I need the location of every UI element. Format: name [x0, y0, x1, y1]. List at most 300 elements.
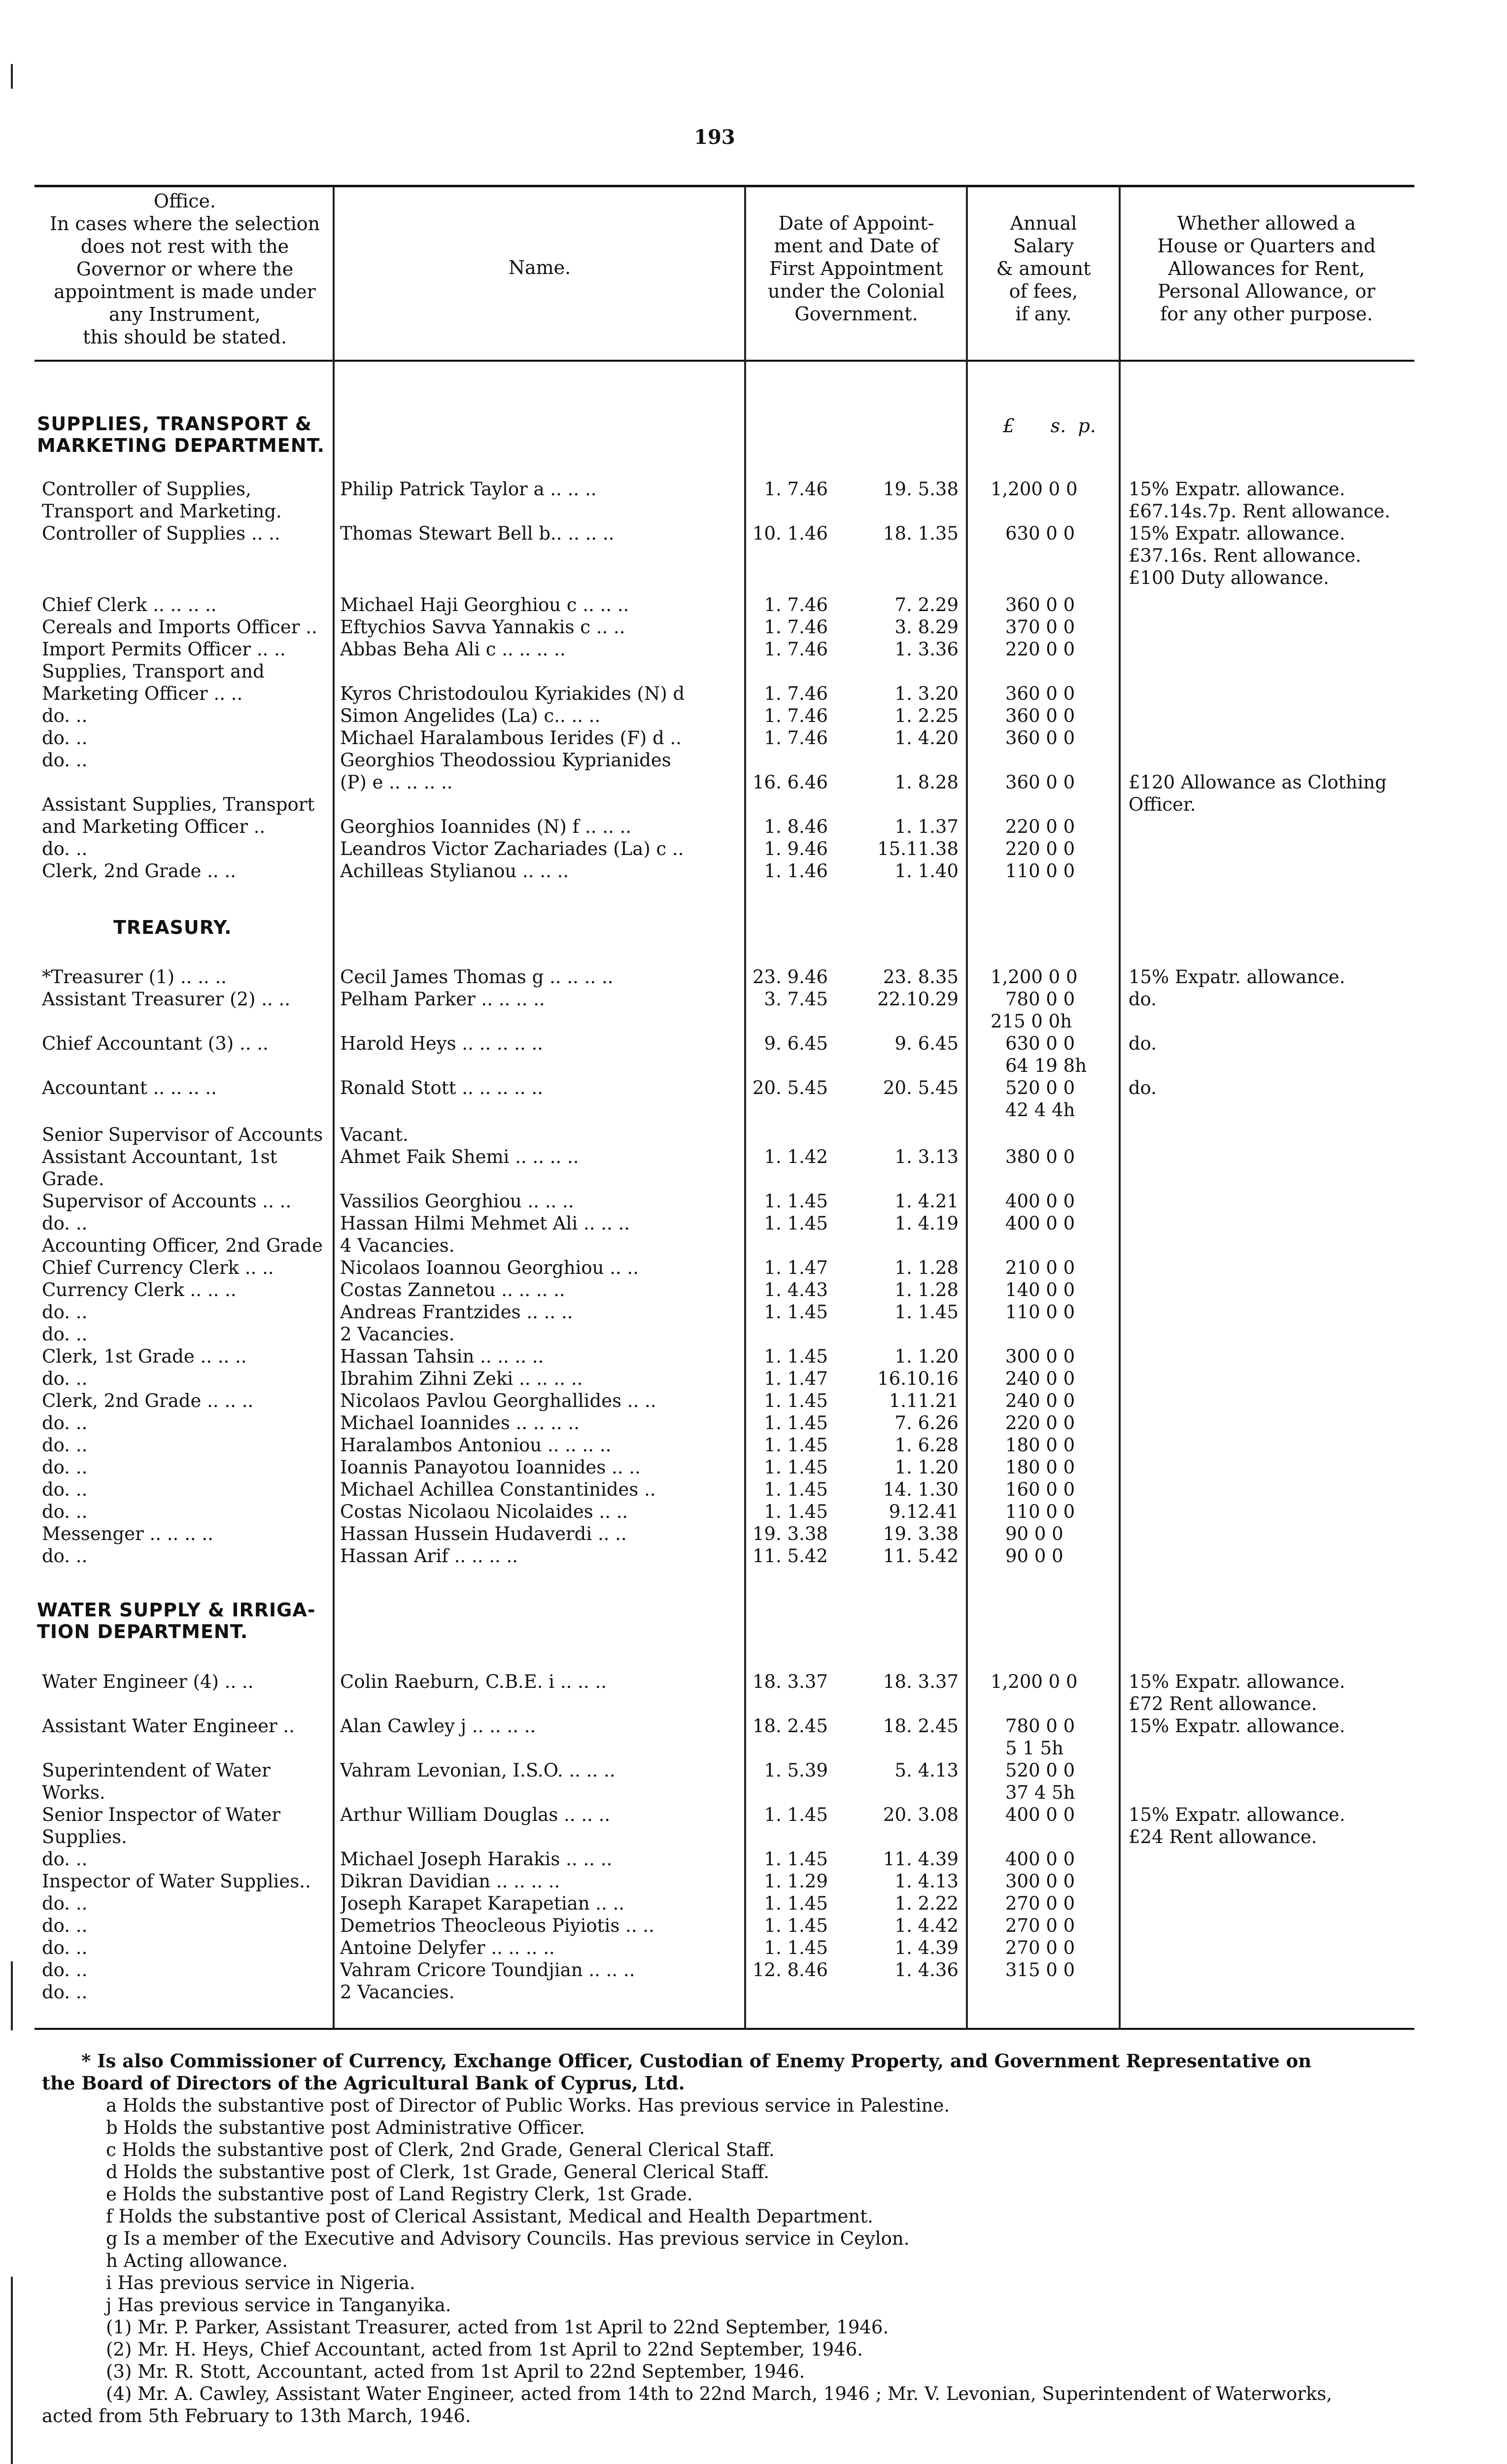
- cell-salary: 780 0 0: [1005, 989, 1075, 1010]
- cell-name: Joseph Karapet Karapetian .. ..: [340, 1893, 625, 1914]
- cell-name: Ahmet Faik Shemi .. .. .. ..: [340, 1146, 579, 1167]
- cell-name: (P) e .. .. .. ..: [340, 772, 453, 793]
- cell-appt: 1. 1.45: [764, 1501, 828, 1522]
- cell-first: 1. 3.36: [894, 639, 959, 660]
- table-row: [0, 567, 1507, 589]
- cell-appt: 1. 1.42: [764, 1146, 828, 1167]
- margin-mark: [11, 64, 13, 89]
- table-row: [0, 1077, 1507, 1099]
- cell-appt: 1. 7.46: [764, 594, 828, 616]
- footnote: a Holds the substantive post of Director of Public Works. Has previous service in Palestine.: [106, 2095, 950, 2116]
- table-row: [0, 1146, 1507, 1168]
- table-row: [0, 1892, 1507, 1915]
- cell-name: Achilleas Stylianou .. .. ..: [340, 860, 569, 882]
- footnote: h Acting allowance.: [106, 2250, 288, 2271]
- cell-salary: 270 0 0: [1005, 1893, 1075, 1914]
- cell-allow: 15% Expatr. allowance.: [1129, 479, 1345, 500]
- cell-first: 3. 8.29: [894, 616, 959, 638]
- cell-allow: £24 Rent allowance.: [1129, 1826, 1317, 1848]
- table-row: [0, 478, 1507, 501]
- cell-salary: 380 0 0: [1005, 1146, 1075, 1167]
- cell-appt: 19. 3.38: [753, 1523, 828, 1544]
- cell-office: Senior Inspector of Water: [42, 1804, 281, 1825]
- cell-office: do. ..: [42, 1412, 88, 1434]
- cell-first: 1. 3.20: [894, 683, 959, 704]
- cell-appt: 18. 3.37: [753, 1671, 828, 1692]
- cell-name: Costas Zannetou .. .. .. ..: [340, 1279, 565, 1300]
- cell-salary: 64 19 8h: [1005, 1055, 1087, 1076]
- cell-first: 1. 1.20: [894, 1457, 959, 1478]
- cell-appt: 1. 1.46: [764, 860, 828, 882]
- cell-first: 1. 4.42: [894, 1915, 959, 1936]
- cell-salary: 220 0 0: [1005, 639, 1075, 660]
- cell-salary: 360 0 0: [1005, 705, 1075, 726]
- cell-salary: 400 0 0: [1005, 1213, 1075, 1234]
- cell-salary: 240 0 0: [1005, 1368, 1075, 1389]
- footnote: g Is a member of the Executive and Advisory Councils. Has previous service in Ceylon.: [106, 2228, 910, 2249]
- cell-appt: 1. 1.45: [764, 1301, 828, 1323]
- cell-allow: 15% Expatr. allowance.: [1129, 1671, 1345, 1692]
- cell-name: Antoine Delyfer .. .. .. ..: [340, 1937, 555, 1958]
- cell-salary: 300 0 0: [1005, 1346, 1075, 1367]
- cell-first: 11. 4.39: [883, 1848, 959, 1870]
- cell-name: Hassan Hilmi Mehmet Ali .. .. ..: [340, 1213, 630, 1234]
- cell-first: 7. 2.29: [894, 594, 959, 616]
- cell-office: do. ..: [42, 1915, 88, 1936]
- table-row: [0, 1915, 1507, 1937]
- section-treasury: TREASURY.: [113, 917, 232, 938]
- cell-office: Messenger .. .. .. ..: [42, 1523, 213, 1544]
- cell-appt: 1. 1.47: [764, 1368, 828, 1389]
- cell-name: 2 Vacancies.: [340, 1982, 455, 2003]
- footnote: acted from 5th February to 13th March, 1946.: [42, 2405, 471, 2427]
- cell-name: Pelham Parker .. .. .. ..: [340, 989, 545, 1010]
- cell-office: do. ..: [42, 705, 88, 726]
- cell-first: 1. 2.22: [894, 1893, 959, 1914]
- cell-name: Hassan Tahsin .. .. .. ..: [340, 1346, 544, 1367]
- cell-name: 2 Vacancies.: [340, 1324, 455, 1345]
- cell-salary: 360 0 0: [1005, 683, 1075, 704]
- cell-name: Philip Patrick Taylor a .. .. ..: [340, 479, 597, 500]
- cell-first: 18. 2.45: [883, 1715, 959, 1737]
- table-row: [0, 1715, 1507, 1738]
- table-row: [0, 1323, 1507, 1346]
- table-row: [0, 1257, 1507, 1279]
- footnote: (2) Mr. H. Heys, Chief Accountant, acted from 1st April to 22nd September, 1946.: [106, 2339, 863, 2360]
- table-row: [0, 1693, 1507, 1715]
- cell-name: Michael Haji Georghiou c .. .. ..: [340, 594, 629, 616]
- cell-office: Marketing Officer .. ..: [42, 683, 243, 704]
- cell-salary: 110 0 0: [1005, 1501, 1075, 1522]
- table-row: [0, 1124, 1507, 1146]
- header-name: Name.: [508, 257, 571, 278]
- cell-salary: 180 0 0: [1005, 1457, 1075, 1478]
- cell-name: Vahram Levonian, I.S.O. .. .. ..: [340, 1760, 616, 1781]
- cell-salary: 630 0 0: [1005, 523, 1075, 544]
- table-row: [0, 1279, 1507, 1301]
- cell-appt: 10. 1.46: [753, 523, 828, 544]
- cell-allow: do.: [1129, 1033, 1157, 1054]
- cell-name: Leandros Victor Zachariades (La) c ..: [340, 838, 684, 859]
- cell-appt: 1. 4.43: [764, 1279, 828, 1300]
- cell-salary: 220 0 0: [1005, 1412, 1075, 1434]
- table-row: [0, 1412, 1507, 1435]
- cell-allow: £67.14s.7p. Rent allowance.: [1129, 501, 1391, 522]
- cell-office: do. ..: [42, 1324, 88, 1345]
- cell-salary: 360 0 0: [1005, 727, 1075, 749]
- currency-units: £ s. p.: [1003, 415, 1096, 437]
- cell-appt: 1. 1.47: [764, 1257, 828, 1278]
- footnote: e Holds the substantive post of Land Registry Clerk, 1st Grade.: [106, 2184, 693, 2205]
- header-bottom-rule: [34, 360, 1414, 362]
- cell-office: do. ..: [42, 1213, 88, 1234]
- table-row: [0, 1981, 1507, 2004]
- cell-name: Alan Cawley j .. .. .. ..: [340, 1715, 536, 1737]
- table-row: [0, 1501, 1507, 1523]
- cell-name: Hassan Hussein Hudaverdi .. ..: [340, 1523, 627, 1544]
- cell-name: Vassilios Georghiou .. .. ..: [340, 1191, 574, 1212]
- cell-first: 11. 5.42: [883, 1545, 959, 1567]
- table-row: [0, 1737, 1507, 1760]
- cell-salary: 140 0 0: [1005, 1279, 1075, 1300]
- cell-name: Ronald Stott .. .. .. .. ..: [340, 1077, 543, 1098]
- cell-salary: 220 0 0: [1005, 816, 1075, 837]
- table-row: [0, 1937, 1507, 1959]
- table-row: [0, 816, 1507, 838]
- cell-name: Eftychios Savva Yannakis c .. ..: [340, 616, 625, 638]
- cell-first: 9. 6.45: [894, 1033, 959, 1054]
- section-water: WATER SUPPLY & IRRIGA- TION DEPARTMENT.: [37, 1599, 316, 1643]
- table-row: [0, 1390, 1507, 1412]
- cell-first: 1. 1.20: [894, 1346, 959, 1367]
- cell-name: Simon Angelides (La) c.. .. ..: [340, 705, 601, 726]
- table-row: [0, 1434, 1507, 1457]
- cell-office: Supplies.: [42, 1826, 127, 1848]
- cell-appt: 12. 8.46: [753, 1959, 828, 1981]
- cell-appt: 18. 2.45: [753, 1715, 828, 1737]
- cell-appt: 1. 1.45: [764, 1213, 828, 1234]
- cell-salary: 215 0 0h: [991, 1011, 1072, 1032]
- cell-office: Transport and Marketing.: [42, 501, 282, 522]
- table-row: [0, 1456, 1507, 1479]
- table-row: [0, 1345, 1507, 1368]
- footnote: the Board of Directors of the Agricultural Bank of Cyprus, Ltd.: [42, 2072, 685, 2094]
- cell-first: 18. 1.35: [883, 523, 959, 544]
- table-row: [0, 1781, 1507, 1804]
- cell-office: *Treasurer (1) .. .. ..: [42, 966, 227, 988]
- cell-office: do. ..: [42, 1435, 88, 1456]
- cell-office: Accountant .. .. .. ..: [42, 1077, 217, 1098]
- table-row: [0, 1804, 1507, 1826]
- cell-salary: 5 1 5h: [1005, 1738, 1063, 1759]
- table-row: [0, 683, 1507, 705]
- cell-salary: 1,200 0 0: [991, 966, 1078, 988]
- table-row: [0, 793, 1507, 816]
- cell-office: Superintendent of Water: [42, 1760, 271, 1781]
- cell-office: do. ..: [42, 1848, 88, 1870]
- cell-name: Nicolaos Ioannou Georghiou .. ..: [340, 1257, 639, 1278]
- header-office: Office. In cases where the selection does not rest with the Governor or where the appointment is made under any Instrument, this should be stated.: [49, 190, 320, 348]
- cell-office: Grade.: [42, 1168, 104, 1190]
- table-row: [0, 500, 1507, 523]
- table-row: [0, 1671, 1507, 1693]
- cell-appt: 1. 7.46: [764, 727, 828, 749]
- cell-name: Michael Ioannides .. .. .. ..: [340, 1412, 580, 1434]
- cell-salary: 520 0 0: [1005, 1760, 1075, 1781]
- cell-office: do. ..: [42, 1982, 88, 2003]
- table-row: [0, 1826, 1507, 1848]
- table-row: [0, 638, 1507, 661]
- cell-name: Vahram Cricore Toundjian .. .. ..: [340, 1959, 635, 1981]
- cell-office: Supervisor of Accounts .. ..: [42, 1191, 292, 1212]
- cell-appt: 23. 9.46: [753, 966, 828, 988]
- table-row: [0, 988, 1507, 1011]
- cell-office: Clerk, 2nd Grade .. .. ..: [42, 1390, 254, 1411]
- cell-name: Michael Joseph Harakis .. .. ..: [340, 1848, 613, 1870]
- top-rule: [34, 185, 1414, 187]
- cell-salary: 42 4 4h: [1005, 1099, 1075, 1121]
- cell-salary: 780 0 0: [1005, 1715, 1075, 1737]
- cell-appt: 1. 1.45: [764, 1848, 828, 1870]
- table-row: [0, 1190, 1507, 1213]
- cell-name: Vacant.: [340, 1124, 409, 1145]
- cell-allow: do.: [1129, 989, 1157, 1010]
- table-row: [0, 860, 1507, 883]
- cell-appt: 1. 7.46: [764, 705, 828, 726]
- table-row: [0, 1010, 1507, 1033]
- footnote: (4) Mr. A. Cawley, Assistant Water Engineer, acted from 14th to 22nd March, 1946 ; Mr. V. Levonian, Superintendent of Waterworks,: [106, 2383, 1333, 2404]
- cell-appt: 1. 7.46: [764, 479, 828, 500]
- cell-appt: 3. 7.45: [764, 989, 828, 1010]
- cell-name: Hassan Arif .. .. .. ..: [340, 1545, 518, 1567]
- cell-office: do. ..: [42, 1545, 88, 1567]
- cell-appt: 1. 1.45: [764, 1191, 828, 1212]
- cell-salary: 315 0 0: [1005, 1959, 1075, 1981]
- table-row: [0, 1234, 1507, 1257]
- cell-office: Assistant Treasurer (2) .. ..: [42, 989, 291, 1010]
- cell-office: do. ..: [42, 838, 88, 859]
- table-bottom-rule: [34, 2028, 1414, 2030]
- cell-office: Cereals and Imports Officer ..: [42, 616, 317, 638]
- table-row: [0, 966, 1507, 989]
- cell-name: Andreas Frantzides .. .. ..: [340, 1301, 573, 1323]
- cell-office: Chief Accountant (3) .. ..: [42, 1033, 269, 1054]
- cell-first: 22.10.29: [877, 989, 959, 1010]
- table-row: [0, 1032, 1507, 1055]
- cell-first: 1. 1.37: [894, 816, 959, 837]
- cell-office: Works.: [42, 1782, 105, 1803]
- margin-mark: [11, 2277, 13, 2464]
- cell-salary: 370 0 0: [1005, 616, 1075, 638]
- cell-office: Assistant Water Engineer ..: [42, 1715, 295, 1737]
- cell-salary: 90 0 0: [1005, 1523, 1063, 1544]
- cell-office: do. ..: [42, 727, 88, 749]
- header-allowance: Whether allowed a House or Quarters and Allowances for Rent, Personal Allowance, or for any other purpose.: [1157, 212, 1376, 325]
- header-salary: Annual Salary & amount of fees, if any.: [996, 212, 1091, 325]
- cell-office: do. ..: [42, 1959, 88, 1981]
- table-row: [0, 838, 1507, 860]
- cell-office: Import Permits Officer .. ..: [42, 639, 286, 660]
- table-row: [0, 1478, 1507, 1501]
- cell-salary: 110 0 0: [1005, 1301, 1075, 1323]
- cell-name: Abbas Beha Ali c .. .. .. ..: [340, 639, 566, 660]
- cell-salary: 270 0 0: [1005, 1937, 1075, 1958]
- cell-name: Harold Heys .. .. .. .. ..: [340, 1033, 544, 1054]
- cell-first: 1. 2.25: [894, 705, 959, 726]
- cell-first: 14. 1.30: [883, 1479, 959, 1500]
- section-supplies: SUPPLIES, TRANSPORT & MARKETING DEPARTMENT.: [37, 413, 325, 456]
- cell-first: 5. 4.13: [894, 1760, 959, 1781]
- cell-office: do. ..: [42, 1301, 88, 1323]
- cell-first: 7. 6.26: [894, 1412, 959, 1434]
- cell-first: 1. 4.13: [894, 1871, 959, 1892]
- cell-appt: 11. 5.42: [753, 1545, 828, 1567]
- cell-salary: 630 0 0: [1005, 1033, 1075, 1054]
- footnote: d Holds the substantive post of Clerk, 1st Grade, General Clerical Staff.: [106, 2161, 770, 2183]
- table-row: [0, 660, 1507, 683]
- table-row: [0, 1099, 1507, 1122]
- cell-office: Clerk, 1st Grade .. .. ..: [42, 1346, 247, 1367]
- cell-appt: 1. 7.46: [764, 616, 828, 638]
- table-row: [0, 1759, 1507, 1782]
- cell-name: Haralambos Antoniou .. .. .. ..: [340, 1435, 612, 1456]
- cell-salary: 210 0 0: [1005, 1257, 1075, 1278]
- cell-first: 9.12.41: [889, 1501, 959, 1522]
- cell-salary: 90 0 0: [1005, 1545, 1063, 1567]
- cell-first: 15.11.38: [877, 838, 959, 859]
- table-row: [0, 616, 1507, 639]
- cell-first: 20. 5.45: [883, 1077, 959, 1098]
- cell-office: do. ..: [42, 750, 88, 771]
- cell-appt: 1. 1.45: [764, 1804, 828, 1825]
- cell-appt: 1. 1.45: [764, 1893, 828, 1914]
- footnote: * Is also Commissioner of Currency, Exchange Officer, Custodian of Enemy Property, and Government Representative on: [81, 2050, 1312, 2072]
- cell-appt: 1. 1.45: [764, 1390, 828, 1411]
- cell-allow: £37.16s. Rent allowance.: [1129, 545, 1362, 566]
- cell-allow: £72 Rent allowance.: [1129, 1693, 1317, 1714]
- cell-salary: 37 4 5h: [1005, 1782, 1075, 1803]
- cell-salary: 360 0 0: [1005, 594, 1075, 616]
- cell-first: 18. 3.37: [883, 1671, 959, 1692]
- cell-name: Arthur William Douglas .. .. ..: [340, 1804, 611, 1825]
- cell-name: Cecil James Thomas g .. .. .. ..: [340, 966, 614, 988]
- cell-salary: 300 0 0: [1005, 1871, 1075, 1892]
- cell-name: Costas Nicolaou Nicolaides .. ..: [340, 1501, 628, 1522]
- table-row: [0, 594, 1507, 616]
- cell-appt: 9. 6.45: [764, 1033, 828, 1054]
- footnote: (1) Mr. P. Parker, Assistant Treasurer, acted from 1st April to 22nd September, 1946.: [106, 2317, 889, 2338]
- cell-appt: 1. 1.45: [764, 1937, 828, 1958]
- page-number: 193: [694, 126, 735, 149]
- cell-first: 20. 3.08: [883, 1804, 959, 1825]
- cell-name: Demetrios Theocleous Piyiotis .. ..: [340, 1915, 654, 1936]
- table-row: [0, 1212, 1507, 1235]
- cell-salary: 1,200 0 0: [991, 1671, 1078, 1692]
- cell-first: 19. 5.38: [883, 479, 959, 500]
- cell-first: 1. 1.28: [894, 1257, 959, 1278]
- cell-salary: 360 0 0: [1005, 772, 1075, 793]
- cell-name: Nicolaos Pavlou Georghallides .. ..: [340, 1390, 656, 1411]
- cell-salary: 180 0 0: [1005, 1435, 1075, 1456]
- cell-first: 19. 3.38: [883, 1523, 959, 1544]
- cell-office: do. ..: [42, 1457, 88, 1478]
- footnote: c Holds the substantive post of Clerk, 2nd Grade, General Clerical Staff.: [106, 2139, 775, 2160]
- cell-appt: 20. 5.45: [753, 1077, 828, 1098]
- cell-appt: 1. 9.46: [764, 838, 828, 859]
- cell-appt: 1. 1.45: [764, 1412, 828, 1434]
- cell-first: 1. 4.20: [894, 727, 959, 749]
- footnote: b Holds the substantive post Administrative Officer.: [106, 2117, 585, 2138]
- cell-office: Supplies, Transport and: [42, 661, 265, 682]
- cell-first: 23. 8.35: [883, 966, 959, 988]
- cell-appt: 1. 7.46: [764, 683, 828, 704]
- cell-allow: do.: [1129, 1077, 1157, 1098]
- cell-allow: £120 Allowance as Clothing: [1129, 772, 1387, 793]
- cell-office: Accounting Officer, 2nd Grade: [42, 1235, 323, 1256]
- cell-salary: 520 0 0: [1005, 1077, 1075, 1098]
- cell-name: Georghios Ioannides (N) f .. .. ..: [340, 816, 632, 837]
- cell-name: 4 Vacancies.: [340, 1235, 455, 1256]
- cell-first: 1. 1.45: [894, 1301, 959, 1323]
- cell-allow: Officer.: [1129, 794, 1196, 815]
- cell-first: 1. 1.40: [894, 860, 959, 882]
- cell-first: 1. 4.39: [894, 1937, 959, 1958]
- cell-salary: 160 0 0: [1005, 1479, 1075, 1500]
- cell-allow: 15% Expatr. allowance.: [1129, 1715, 1345, 1737]
- footnote: (3) Mr. R. Stott, Accountant, acted from 1st April to 22nd September, 1946.: [106, 2361, 805, 2382]
- cell-salary: 240 0 0: [1005, 1390, 1075, 1411]
- cell-salary: 400 0 0: [1005, 1804, 1075, 1825]
- cell-office: Senior Supervisor of Accounts: [42, 1124, 323, 1145]
- cell-office: Controller of Supplies,: [42, 479, 251, 500]
- cell-salary: 270 0 0: [1005, 1915, 1075, 1936]
- cell-office: Assistant Accountant, 1st: [42, 1146, 277, 1167]
- table-row: [0, 1959, 1507, 1982]
- cell-first: 1.11.21: [889, 1390, 959, 1411]
- cell-office: Assistant Supplies, Transport: [42, 794, 315, 815]
- cell-name: Michael Achillea Constantinides ..: [340, 1479, 656, 1500]
- cell-office: do. ..: [42, 1893, 88, 1914]
- cell-salary: 110 0 0: [1005, 860, 1075, 882]
- cell-first: 1. 1.28: [894, 1279, 959, 1300]
- footnotes: [42, 2050, 1412, 2427]
- footnote: f Holds the substantive post of Clerical Assistant, Medical and Health Department.: [106, 2206, 873, 2227]
- cell-first: 1. 6.28: [894, 1435, 959, 1456]
- cell-appt: 16. 6.46: [753, 772, 828, 793]
- cell-office: Chief Clerk .. .. .. ..: [42, 594, 217, 616]
- footnote: j Has previous service in Tanganyika.: [106, 2294, 451, 2316]
- cell-first: 1. 4.36: [894, 1959, 959, 1981]
- cell-first: 1. 8.28: [894, 772, 959, 793]
- cell-allow: 15% Expatr. allowance.: [1129, 523, 1345, 544]
- cell-appt: 1. 5.39: [764, 1760, 828, 1781]
- cell-appt: 1. 7.46: [764, 639, 828, 660]
- cell-office: Inspector of Water Supplies..: [42, 1871, 311, 1892]
- cell-appt: 1. 1.45: [764, 1479, 828, 1500]
- cell-office: do. ..: [42, 1501, 88, 1522]
- table-row: [0, 1168, 1507, 1191]
- cell-appt: 1. 1.45: [764, 1457, 828, 1478]
- cell-first: 1. 3.13: [894, 1146, 959, 1167]
- table-row: [0, 705, 1507, 727]
- cell-allow: 15% Expatr. allowance.: [1129, 966, 1345, 988]
- table-row: [0, 1055, 1507, 1077]
- table-row: [0, 727, 1507, 750]
- column-divider: [333, 379, 335, 453]
- table-row: [0, 522, 1507, 545]
- cell-office: Clerk, 2nd Grade .. ..: [42, 860, 236, 882]
- cell-office: Water Engineer (4) .. ..: [42, 1671, 254, 1692]
